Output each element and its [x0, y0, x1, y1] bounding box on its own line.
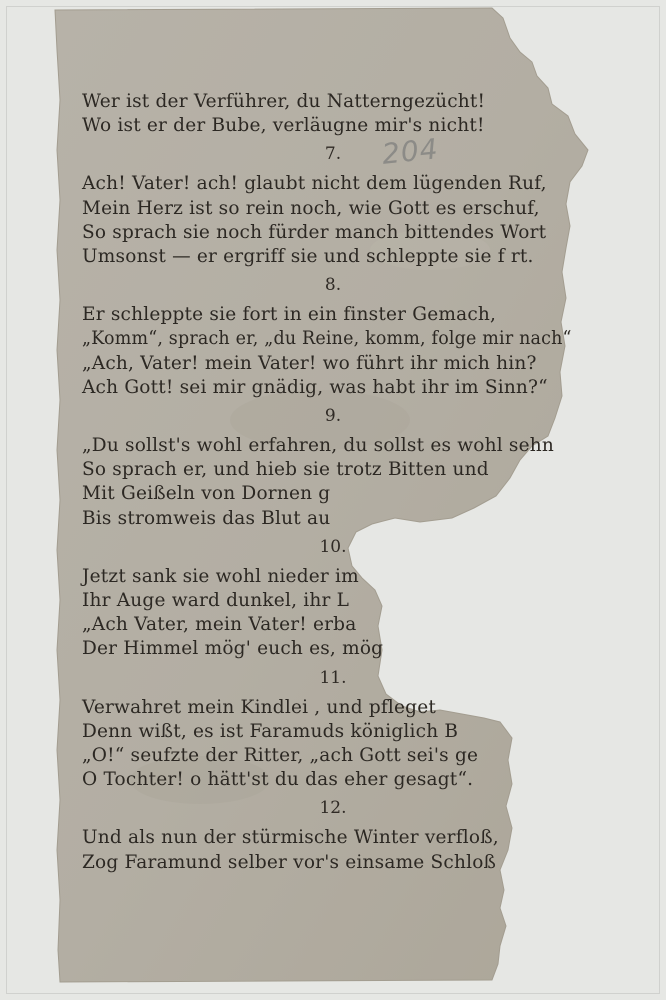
stanza-number: 7. [324, 144, 342, 165]
handwritten-page-number: 204 [380, 132, 441, 171]
verse-line: Mit Geißeln von Dornen g [82, 483, 331, 505]
verse-line: Wer ist der Verführer, du Natterngezücht! [82, 91, 486, 112]
verse-line: So sprach er, und hieb sie trotz Bitten und [82, 459, 489, 481]
verse-line: „Ach, Vater! mein Vater! wo führt ihr mich hin? [82, 352, 537, 374]
verse-line: O Tochter! o hätt'st du das eher gesagt“. [82, 769, 474, 791]
verse-line: „Du sollst's wohl erfahren, du sollst es wohl sehn [82, 435, 554, 456]
verse-line: Er schleppte sie fort in ein finster Gemach, [82, 304, 497, 326]
verse-line: „Komm“, sprach er, „du Reine, komm, folge mir nach“ [82, 328, 572, 350]
stanza-number: 8. [324, 275, 342, 296]
verse-line: So sprach sie noch fürder manch bittendes Wort [82, 221, 547, 243]
verse-line: Wo ist er der Bube, verläugne mir's nicht! [82, 115, 485, 137]
verse-line: Verwahret mein Kindlei , und pfleget [82, 696, 436, 718]
verse-line: Umsonst — er ergriff sie und schleppte sie f rt. [82, 246, 534, 267]
verse-line: „O!“ seufzte der Ritter, „ach Gott sei's ge [82, 745, 479, 766]
verse-line: Jetzt sank sie wohl nieder im [82, 565, 359, 587]
verse-line: Bis stromweis das Blut au [82, 507, 331, 529]
verse-line: Denn wißt, es ist Faramuds königlich B [82, 720, 459, 742]
verse-line: Und als nun der stürmische Winter verfloß, [82, 827, 499, 849]
verse-line: „Ach Vater, mein Vater! erba [82, 614, 357, 636]
verse-line: Zog Faramund selber vor's einsame Schloß [82, 851, 497, 873]
stanza-number: 10. [319, 536, 347, 557]
stanza-number: 11. [319, 667, 347, 688]
verse-line: Ach Gott! sei mir gnädig, was habt ihr im Sinn?“ [82, 376, 548, 398]
verse-line: Ihr Auge ward dunkel, ihr L [82, 590, 350, 611]
stanza-number: 9. [324, 406, 342, 426]
verse-line: Ach! Vater! ach! glaubt nicht dem lügenden Ruf, [82, 173, 547, 195]
stanza-number: 12. [319, 798, 347, 819]
verse-line: Mein Herz ist so rein noch, wie Gott es erschuf, [82, 197, 540, 219]
verse-line: Der Himmel mög' euch es, mög [82, 638, 384, 660]
